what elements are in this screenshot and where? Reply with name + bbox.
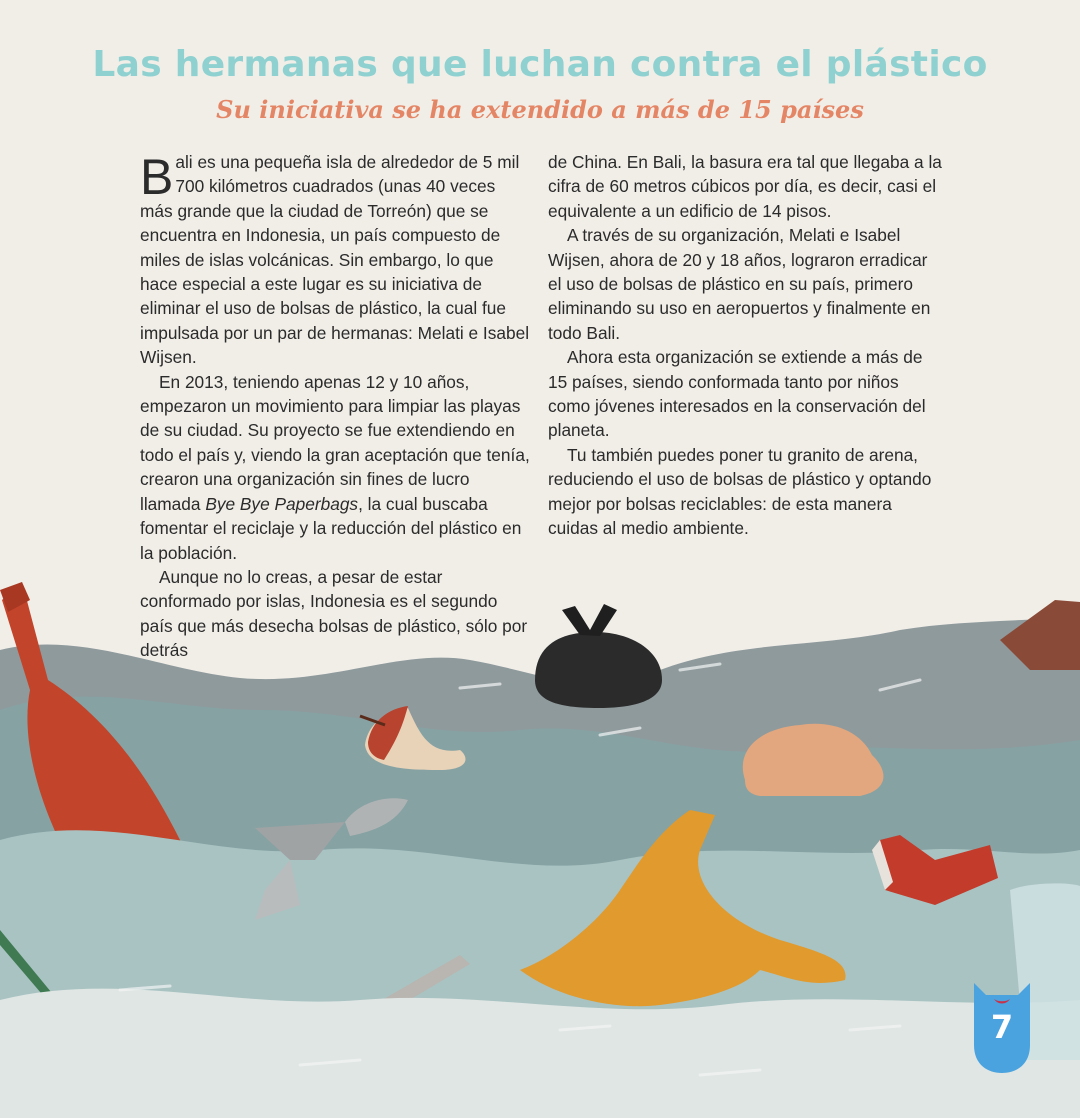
paragraph-2 (140, 370, 532, 565)
black-trash-bag-icon (535, 604, 662, 708)
paragraph-3: Aunque no lo creas, a pesar de estar conformado por islas, Indonesia es el segundo país que más desecha bolsas de plástico, sólo por detrás (140, 566, 528, 661)
paragraph-1-text: ali es una pequeña isla de alrededor de 5 mil 700 kilómetros cuadrados (unas 40 veces más grande que la ciudad de Torreón) que se encuentra en Indonesia, un país compuesto de miles de islas volcánicas. Sin embargo, lo que hace especial a este lugar es su iniciativa de eliminar el uso de bolsas de plástico, la cual fue impulsada por un par de hermanas: Melati e Isabel Wijsen. (140, 152, 530, 368)
ocean-pollution-illustration (0, 560, 1080, 1118)
paragraph-1 (140, 150, 532, 370)
organization-name: Bye Bye Paperbags (205, 493, 359, 514)
paragraph-5: A través de su organización, Melati e Isabel Wijsen, ahora de 20 y 18 años, lograron erradicar el uso de bolsas de plástico en su país, primero eliminando su uso en aeropuertos y finalmente en todo Bali. (548, 225, 931, 343)
article-subtitle: Su iniciativa se ha extendido a más de 15 países (216, 95, 864, 124)
paragraph-6: Ahora esta organización se extiende a más de 15 países, siendo conformada tanto por niños como jóvenes interesados en la conservación del planeta. (548, 347, 926, 441)
text-column-right (548, 150, 943, 541)
paragraph-2-text: En 2013, teniendo apenas 12 y 10 años, empezaron un movimiento para limpiar las playas de su ciudad. Su proyecto se fue extendiendo en todo el país y, viendo la gran aceptación que tenía, crearon una organización sin fines de lucro llamada (140, 371, 530, 514)
paragraph-7: Tu también puedes poner tu granito de arena, reduciendo el uso de bolsas de plástico y optando mejor por bolsas reciclables: de esta manera cuidas al medio ambiente. (548, 444, 932, 539)
page-number: 7 (990, 1008, 1014, 1046)
foam-wave (0, 989, 1080, 1118)
paragraph-2-text-end: , la cual buscaba fomentar el reciclaje y la reducción del plástico en la población. (140, 493, 522, 563)
article-title: Las hermanas que luchan contra el plástico (92, 44, 988, 85)
paragraph-4: de China. En Bali, la basura era tal que llegaba a la cifra de 60 metros cúbicos por día, es decir, casi el equivalente a un edificio de 14 pisos. (548, 152, 942, 221)
drop-cap: B (140, 149, 174, 205)
